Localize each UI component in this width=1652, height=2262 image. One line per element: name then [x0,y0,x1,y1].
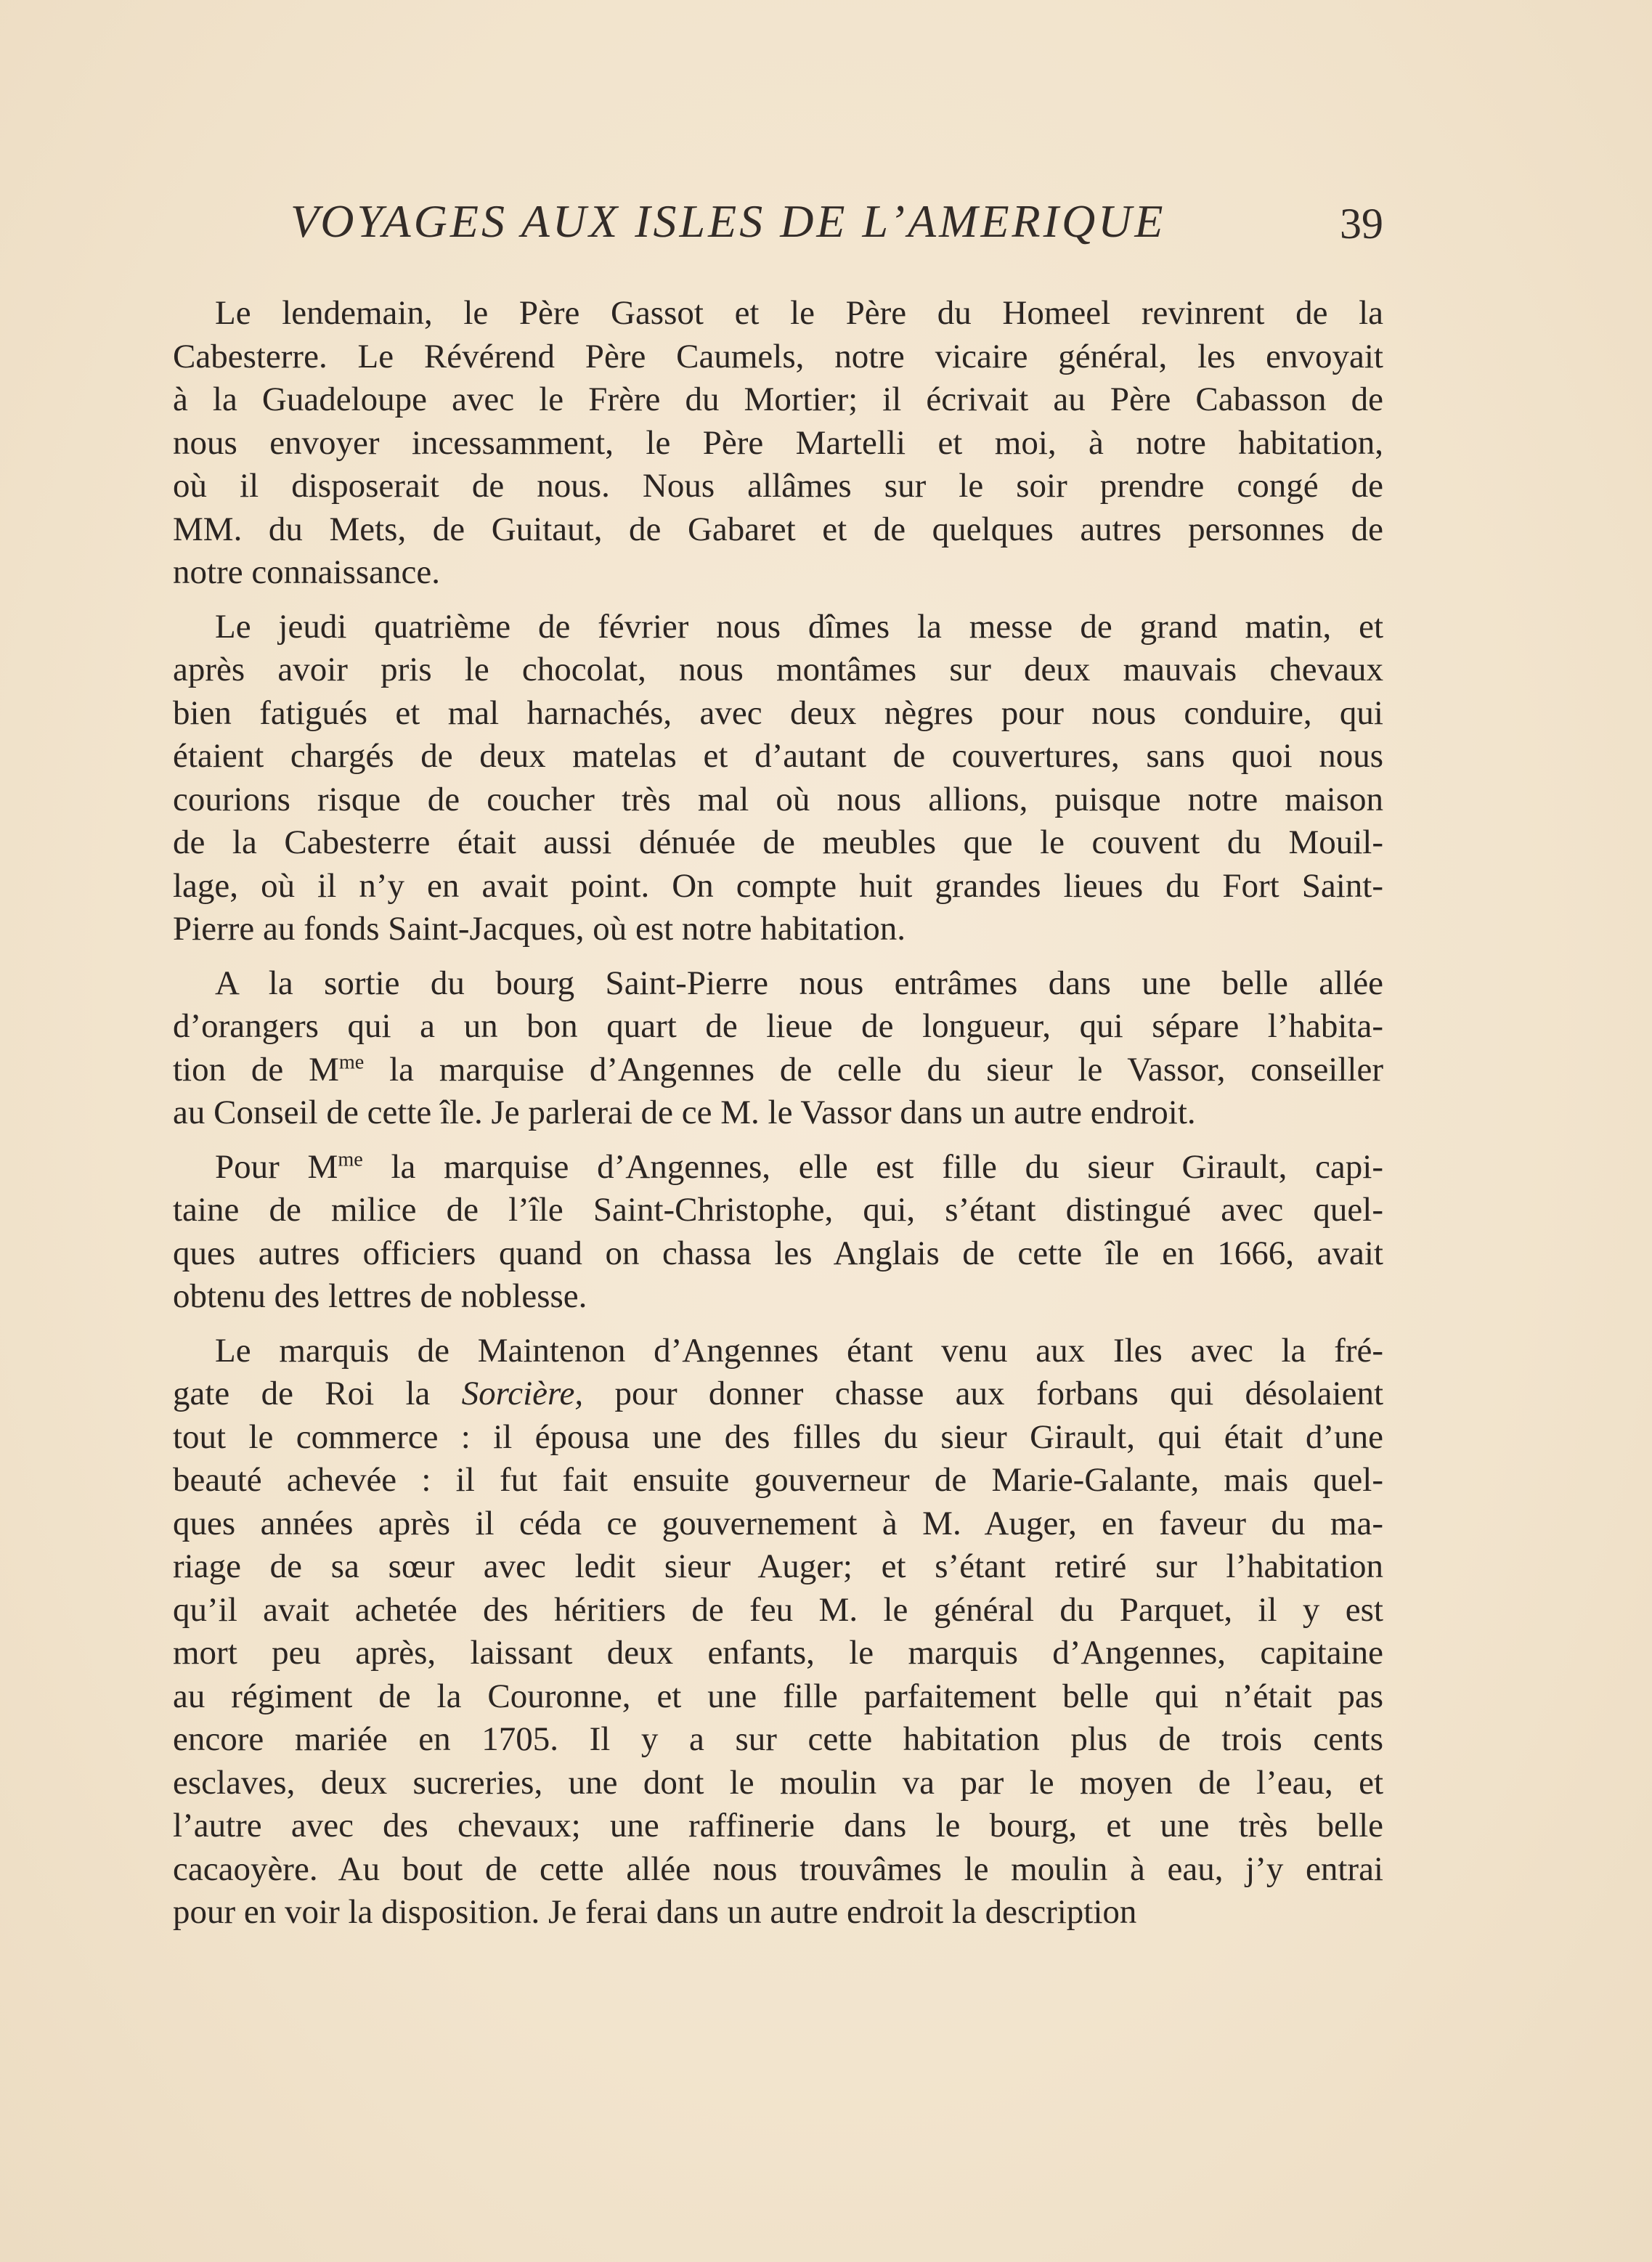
paragraph [173,1330,1383,1935]
text-line: au régiment de la Couronne, et une fille parfaitement belle qui n’était pas [173,1677,1383,1715]
text-line: nous envoyer incessamment, le Père Martelli et moi, à notre habitation, [173,423,1383,462]
text-line: d’orangers qui a un bon quart de lieue de longueur, qui sépare l’habita- [173,1007,1383,1045]
text-line: de la Cabesterre était aussi dénuée de meubles que le couvent du Mouil- [173,823,1383,861]
text-line: à la Guadeloupe avec le Frère du Mortier; il écrivait au Père Cabasson de [173,381,1383,418]
text-line: qu’il avait achetée des héritiers de feu M. le général du Parquet, il y est [173,1590,1383,1629]
text-line: esclaves, deux sucreries, une dont le moulin va par le moyen de l’eau, et [173,1763,1383,1802]
text-line: cacaoyère. Au bout de cette allée nous trouvâmes le moulin à eau, j’y entrai [173,1850,1383,1888]
text-line: beauté achevée : il fut fait ensuite gouverneur de Marie-Galante, mais quel- [173,1461,1383,1499]
text-line: gate de Roi la Sorcière, pour donner chasse aux forbans qui désolaient [173,1375,1384,1412]
text-line: étaient chargés de deux matelas et d’autant de couvertures, sans quoi nous [173,737,1383,775]
text-line: Pierre au fonds Saint-Jacques, où est notre habitation. [173,910,906,948]
text-line: Pour $M^{me}$ la marquise d’Angennes, elle est fille du sieur Girault, capi- [215,1147,1383,1186]
text-line: Le jeudi quatrième de février nous dîmes la messe de grand matin, et [215,607,1383,646]
text-line: riage de sa sœur avec ledit sieur Auger; et s’étant retiré sur l’habitation [173,1547,1383,1585]
text-line: mort peu après, laissant deux enfants, le marquis d’Angennes, capitaine [173,1634,1383,1672]
text-line: ques autres officiers quand on chassa les Anglais de cette île en 1666, avait [173,1234,1383,1272]
body-text [173,292,1383,1935]
text-line: encore mariée en 1705. Il y a sur cette habitation plus de trois cents [173,1720,1383,1758]
text-line: tion de $M^{me}$ la marquise d’Angennes de celle du sieur le Vassor, conseiller [173,1050,1383,1089]
text-line: lage, où il n’y en avait point. On compte huit grandes lieues du Fort Saint- [173,866,1383,905]
paragraph [173,606,1383,951]
text-line: Le lendemain, le Père Gassot et le Père du Homeel revinrent de la [215,294,1383,332]
paragraph [173,292,1383,595]
text-line: taine de milice de l’île Saint-Christophe, qui, s’étant distingué avec quel- [173,1191,1383,1229]
text-line: l’autre avec des chevaux; une raffinerie dans le bourg, et une très belle [173,1807,1383,1844]
text-line: notre connaissance. [173,553,441,591]
text-line: au Conseil de cette île. Je parlerai de ce M. le Vassor dans un autre endroit. [173,1094,1196,1131]
text-line: tout le commerce : il épousa une des filles du sieur Girault, qui était d’une [173,1417,1383,1456]
paragraph [173,1146,1383,1319]
text-line: courions risque de coucher très mal où nous allions, puisque notre maison [173,780,1383,818]
page-number: 39 [1340,200,1383,248]
text-line: pour en voir la disposition. Je ferai dans un autre endroit la description [173,1893,1137,1931]
running-head [174,195,1383,253]
text-line: après avoir pris le chocolat, nous montâmes sur deux mauvais chevaux [173,651,1383,688]
running-title: VOYAGES AUX ISLES DE L’AMERIQUE [290,195,1166,247]
text-line: MM. du Mets, de Guitaut, de Gabaret et de quelques autres personnes de [173,510,1383,548]
text-line: obtenu des lettres de noblesse. [173,1277,587,1315]
text-line: bien fatigués et mal harnachés, avec deux nègres pour nous conduire, qui [173,693,1383,732]
text-line: Cabesterre. Le Révérend Père Caumels, notre vicaire général, les envoyait [173,337,1383,375]
text-line: Le marquis de Maintenon d’Angennes étant venu aux Iles avec la fré- [215,1331,1383,1370]
text-line: A la sortie du bourg Saint-Pierre nous entrâmes dans une belle allée [215,964,1383,1002]
text-line: où il disposerait de nous. Nous allâmes sur le soir prendre congé de [173,467,1383,505]
paragraph [173,962,1383,1135]
text-line: ques années après il céda ce gouvernement à M. Auger, en faveur du ma- [173,1504,1383,1542]
